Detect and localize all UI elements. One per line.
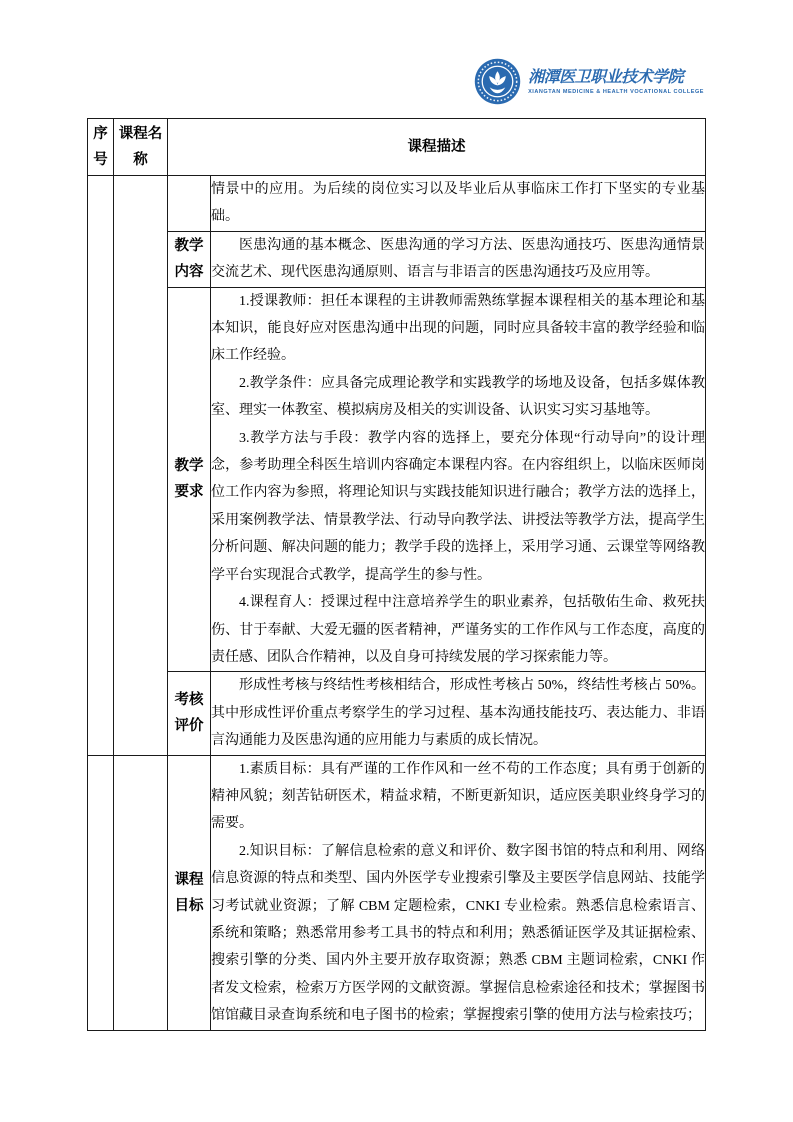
paragraph: 医患沟通的基本概念、医患沟通的学习方法、医患沟通技巧、医患沟通情景交流艺术、现代医患沟通原则、语言与非语言的医患沟通技巧及应用等。 <box>211 237 705 281</box>
table-row <box>88 287 706 672</box>
number-cell <box>88 176 114 756</box>
college-logo-text <box>528 68 704 96</box>
row-content-cell <box>211 672 706 755</box>
paragraph: 形成性考核与终结性考核相结合，形成性考核占 50%，终结性考核占 50%。其中形成性评价重点考察学生的学习过程、基本沟通技能技巧、表达能力、非语言沟通能力及医患沟通的应用能力与素质的成长情况。 <box>211 678 705 749</box>
row-label-cell: 课程目标 <box>168 755 211 1030</box>
header-cell-course-description: 课程描述 <box>168 119 706 176</box>
paragraph: 1.授课教师：担任本课程的主讲教师需熟练掌握本课程相关的基本理论和基本知识，能良好应对医患沟通中出现的问题，同时应具备较丰富的教学经验和临床工作经验。 <box>211 293 705 364</box>
course-description-table <box>87 118 706 1031</box>
row-content-cell <box>211 287 706 672</box>
paragraph: 2.教学条件：应具备完成理论教学和实践教学的场地及设备，包括多媒体教室、理实一体教室、模拟病房及相关的实训设备、认识实习实习基地等。 <box>211 375 705 419</box>
row-content-cell <box>211 231 706 287</box>
header-cell-number: 序号 <box>88 119 114 176</box>
row-label-cell: 考核评价 <box>168 672 211 755</box>
paragraph: 3.教学方法与手段：教学内容的选择上，要充分体现“行动导向”的设计理念，参考助理全科医生培训内容确定本课程内容。在内容组织上，以临床医师岗位工作内容为参照，将理论知识与实践技能知识进行融合；教学方法的选择上，采用案例教学法、情景教学法、行动导向教学法、讲授法等教学方法，提高学生分析问题、解决问题的能力；教学手段的选择上，采用学习通、云课堂等网络教学平台实现混合式教学，提高学生的参与性。 <box>211 430 705 583</box>
row-content-cell <box>211 176 706 232</box>
header-cell-course-name: 课程名称 <box>114 119 168 176</box>
row-label-cell: 教学内容 <box>168 231 211 287</box>
college-logo <box>474 58 704 105</box>
table-row <box>88 176 706 232</box>
table-row <box>88 672 706 755</box>
table-header-row <box>88 119 706 176</box>
row-label-cell <box>168 176 211 232</box>
college-emblem-icon <box>474 58 521 105</box>
number-cell <box>88 755 114 1030</box>
paragraph: 2.知识目标：了解信息检索的意义和评价、数字图书馆的特点和利用、网络信息资源的特点和类型、国内外医学专业搜索引擎及主要医学信息网站、技能学习考试就业资源；了解 CBM 定题检索，CNKI 专业检索。熟悉信息检索语言、系统和策略；熟悉常用参考工具书的特点和利用；熟悉循证医学及其证据检索、搜索引擎的分类、国内外主要开放存取资源；熟悉 CBM 主题词检索，CNKI 作者发文检索，检索万方医学网的文献资源。掌握信息检索途径和技术；掌握图书馆馆藏目录查询系统和电子图书的检索；掌握搜索引擎的使用方法与检索技巧； <box>211 843 705 1024</box>
row-content-cell <box>211 755 706 1030</box>
paragraph: 情景中的应用。为后续的岗位实习以及毕业后从事临床工作打下坚实的专业基础。 <box>211 182 705 225</box>
college-name-en: XIANGTAN MEDICINE & HEALTH VOCATIONAL COLLEGE <box>528 88 704 95</box>
paragraph: 1.素质目标：具有严谨的工作作风和一丝不苟的工作态度；具有勇于创新的精神风貌；刻苦钻研医术，精益求精，不断更新知识，适应医美职业终身学习的需要。 <box>211 761 705 832</box>
college-name-zh: 湘潭医卫职业技术学院 <box>528 68 684 86</box>
course-name-cell <box>114 176 168 756</box>
table-row <box>88 755 706 1030</box>
course-name-cell <box>114 755 168 1030</box>
row-label-cell: 教学要求 <box>168 287 211 672</box>
paragraph: 4.课程育人：授课过程中注意培养学生的职业素养，包括敬佑生命、救死扶伤、甘于奉献、大爱无疆的医者精神，严谨务实的工作作风与工作态度，高度的责任感、团队合作精神，以及自身可持续发展的学习探索能力等。 <box>211 595 705 665</box>
table-row <box>88 231 706 287</box>
